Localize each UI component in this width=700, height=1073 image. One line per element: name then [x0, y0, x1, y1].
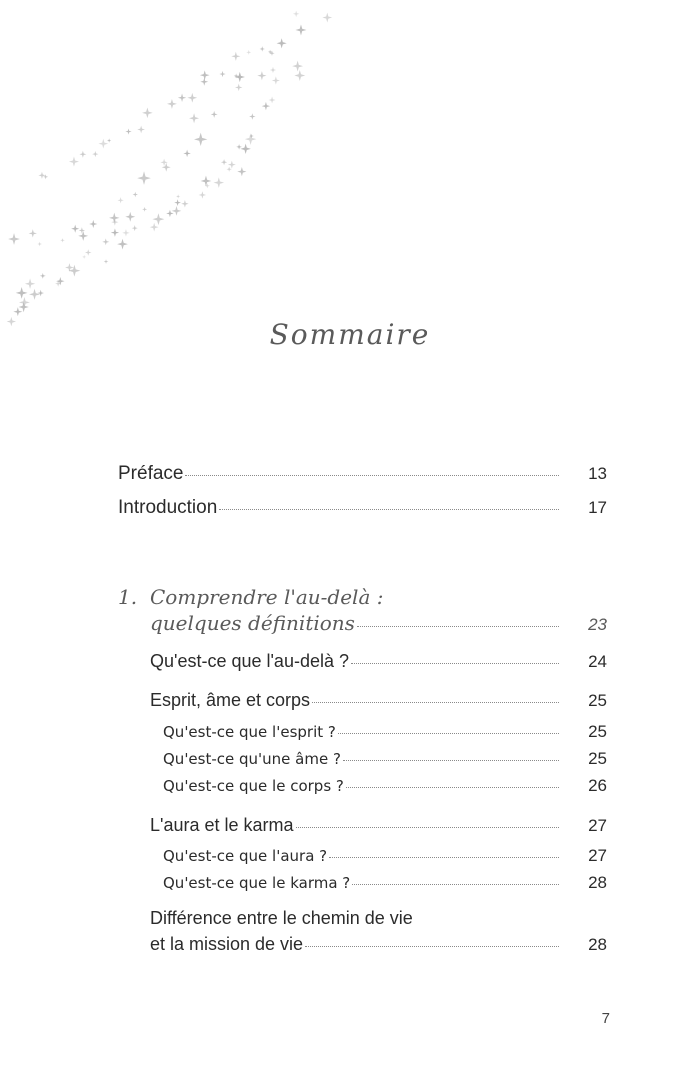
leader-dots: [185, 475, 559, 476]
sparkle-star-icon: [104, 259, 109, 264]
sparkle-star-icon: [137, 126, 145, 134]
sparkle-star-icon: [249, 113, 255, 119]
sparkle-star-icon: [214, 177, 225, 188]
sparkle-star-icon: [245, 133, 256, 144]
sparkle-star-icon: [293, 11, 300, 18]
sparkle-star-icon: [162, 163, 171, 172]
sparkle-star-icon: [125, 212, 135, 222]
toc-page: 17: [588, 498, 607, 517]
sparkle-star-icon: [219, 71, 225, 77]
sparkle-star-icon: [37, 290, 44, 297]
sparkle-star-icon: [199, 191, 206, 198]
sparkle-star-icon: [257, 71, 266, 80]
toc-page: 27: [588, 846, 607, 865]
sparkle-star-icon: [211, 111, 218, 118]
sparkle-star-icon: [133, 192, 138, 197]
sparkle-star-icon: [178, 94, 186, 102]
toc-page: 26: [588, 776, 607, 795]
page-number: 7: [601, 1010, 610, 1027]
chapter-title-line1: Comprendre l'au-delà :: [150, 585, 384, 609]
sparkle-star-icon: [107, 138, 111, 142]
toc-entry-corps[interactable]: [163, 776, 607, 796]
sparkle-star-icon: [227, 167, 232, 172]
toc-page: 27: [588, 816, 607, 835]
sparkle-star-icon: [167, 99, 177, 109]
sparkle-star-icon: [172, 206, 182, 216]
sparkle-star-icon: [29, 289, 40, 300]
sparkle-star-icon: [221, 159, 227, 165]
sparkle-star-icon: [132, 225, 138, 231]
sparkle-star-icon: [142, 207, 147, 212]
toc-label: Introduction: [118, 497, 218, 518]
toc-label: Esprit, âme et corps: [150, 690, 311, 710]
toc-label: Qu'est-ce que l'esprit ?: [163, 723, 336, 741]
toc-entry-preface[interactable]: [118, 463, 607, 485]
sparkle-star-icon: [150, 223, 159, 232]
sparkle-star-icon: [272, 76, 280, 84]
toc-entry-introduction[interactable]: [118, 497, 607, 519]
toc-entry-aura-karma[interactable]: [150, 815, 607, 836]
sparkle-star-icon: [37, 242, 41, 246]
leader-dots: [351, 663, 559, 664]
sparkle-star-icon: [122, 229, 129, 236]
leader-dots: [352, 884, 559, 885]
sparkle-star-icon: [194, 133, 207, 146]
chapter-1-line2[interactable]: [150, 611, 607, 635]
sparkle-star-icon: [270, 67, 276, 73]
sparkle-star-icon: [296, 25, 307, 36]
sparkle-star-icon: [200, 78, 208, 86]
sparkle-star-icon: [79, 151, 86, 158]
toc-page: 28: [588, 935, 607, 954]
sparkle-star-icon: [201, 176, 212, 187]
sparkle-star-icon: [240, 144, 250, 154]
sparkle-star-icon: [71, 225, 79, 233]
sparkle-star-icon: [98, 139, 108, 149]
toc-page: 23: [588, 615, 607, 634]
sparkle-star-icon: [16, 287, 28, 299]
sparkle-star-icon: [78, 231, 88, 241]
sparkle-star-icon: [118, 197, 124, 203]
sparkle-star-icon: [29, 229, 37, 237]
toc-label: Préface: [118, 463, 184, 484]
toc-label: Qu'est-ce que l'au-delà ?: [150, 651, 349, 671]
toc-entry-aura[interactable]: [163, 846, 607, 866]
toc-page: 25: [588, 749, 607, 768]
sparkle-star-icon: [142, 108, 153, 119]
toc-page: 24: [588, 652, 607, 671]
toc-page: 28: [588, 873, 607, 892]
chapter-title-line2: quelques définitions: [150, 611, 355, 635]
toc-label: Qu'est-ce qu'une âme ?: [163, 750, 341, 768]
sparkle-star-icon: [92, 151, 98, 157]
page-title: Sommaire: [269, 318, 431, 351]
sparkle-star-icon: [137, 171, 151, 185]
sparkle-star-icon: [189, 113, 199, 123]
sparkle-star-icon: [60, 238, 64, 242]
leader-dots: [329, 857, 559, 858]
sparkle-star-icon: [231, 52, 240, 61]
sparkle-star-icon: [40, 273, 46, 279]
sparkle-star-icon: [277, 38, 287, 48]
sparkle-star-icon: [89, 220, 97, 228]
sparkle-star-icon: [322, 13, 332, 23]
sparkle-star-icon: [200, 70, 210, 80]
toc-page: 25: [588, 722, 607, 741]
toc-entry-esprit[interactable]: [163, 722, 607, 742]
sparkle-star-icon: [125, 128, 131, 134]
sparkle-star-icon: [117, 239, 128, 250]
sparkle-star-icon: [25, 279, 35, 289]
chapter-number: 1.: [118, 585, 138, 609]
sparkle-star-icon: [102, 238, 109, 245]
leader-dots: [305, 946, 559, 947]
toc-label: et la mission de vie: [150, 934, 304, 954]
sparkle-star-icon: [187, 93, 197, 103]
leader-dots: [343, 760, 559, 761]
toc-page: 13: [588, 464, 607, 483]
sparkle-star-icon: [8, 233, 20, 245]
chapter-1-heading[interactable]: [118, 585, 383, 609]
sparkle-star-icon: [38, 172, 45, 179]
sparkle-star-icon: [294, 70, 305, 81]
sparkle-star-icon: [13, 307, 22, 316]
sparkle-star-icon: [237, 167, 246, 176]
sparkle-star-icon: [181, 200, 188, 207]
sparkle-star-icon: [111, 228, 119, 236]
sparkle-star-icon: [174, 199, 181, 206]
sparkle-star-icon: [235, 84, 242, 91]
sparkle-star-icon: [260, 46, 265, 51]
leader-dots: [219, 509, 559, 510]
toc-label: Qu'est-ce que le corps ?: [163, 777, 344, 795]
sparkle-star-icon: [176, 194, 180, 198]
leader-dots: [338, 733, 559, 734]
sparkle-star-icon: [69, 157, 79, 167]
sparkle-star-icon: [79, 227, 85, 233]
toc-entry-chemin-line1[interactable]: Différence entre le chemin de vie: [150, 908, 413, 928]
sparkle-star-icon: [269, 97, 276, 104]
sparkle-star-icon: [246, 50, 251, 55]
toc-entry-esprit-ame-corps[interactable]: [150, 690, 607, 711]
toc-label: Qu'est-ce que le karma ?: [163, 874, 351, 892]
leader-dots: [357, 626, 559, 627]
sparkle-star-icon: [183, 150, 190, 157]
leader-dots: [346, 787, 559, 788]
sparkle-star-icon: [82, 255, 86, 259]
toc-entry-chemin-mission[interactable]: [150, 934, 607, 955]
sparkle-star-icon: [19, 297, 30, 308]
toc-page: 25: [588, 691, 607, 710]
sparkle-star-icon: [109, 213, 119, 223]
toc-entry-au-dela[interactable]: [150, 651, 607, 672]
toc-entry-karma[interactable]: [163, 873, 607, 893]
toc-label: L'aura et le karma: [150, 815, 294, 835]
decorative-stars: [0, 0, 340, 350]
leader-dots: [296, 827, 559, 828]
toc-label: Qu'est-ce que l'aura ?: [163, 847, 328, 865]
sparkle-star-icon: [262, 102, 270, 110]
leader-dots: [312, 702, 559, 703]
toc-entry-ame[interactable]: [163, 749, 607, 769]
sparkle-star-icon: [292, 61, 303, 72]
sparkle-star-icon: [85, 249, 92, 256]
